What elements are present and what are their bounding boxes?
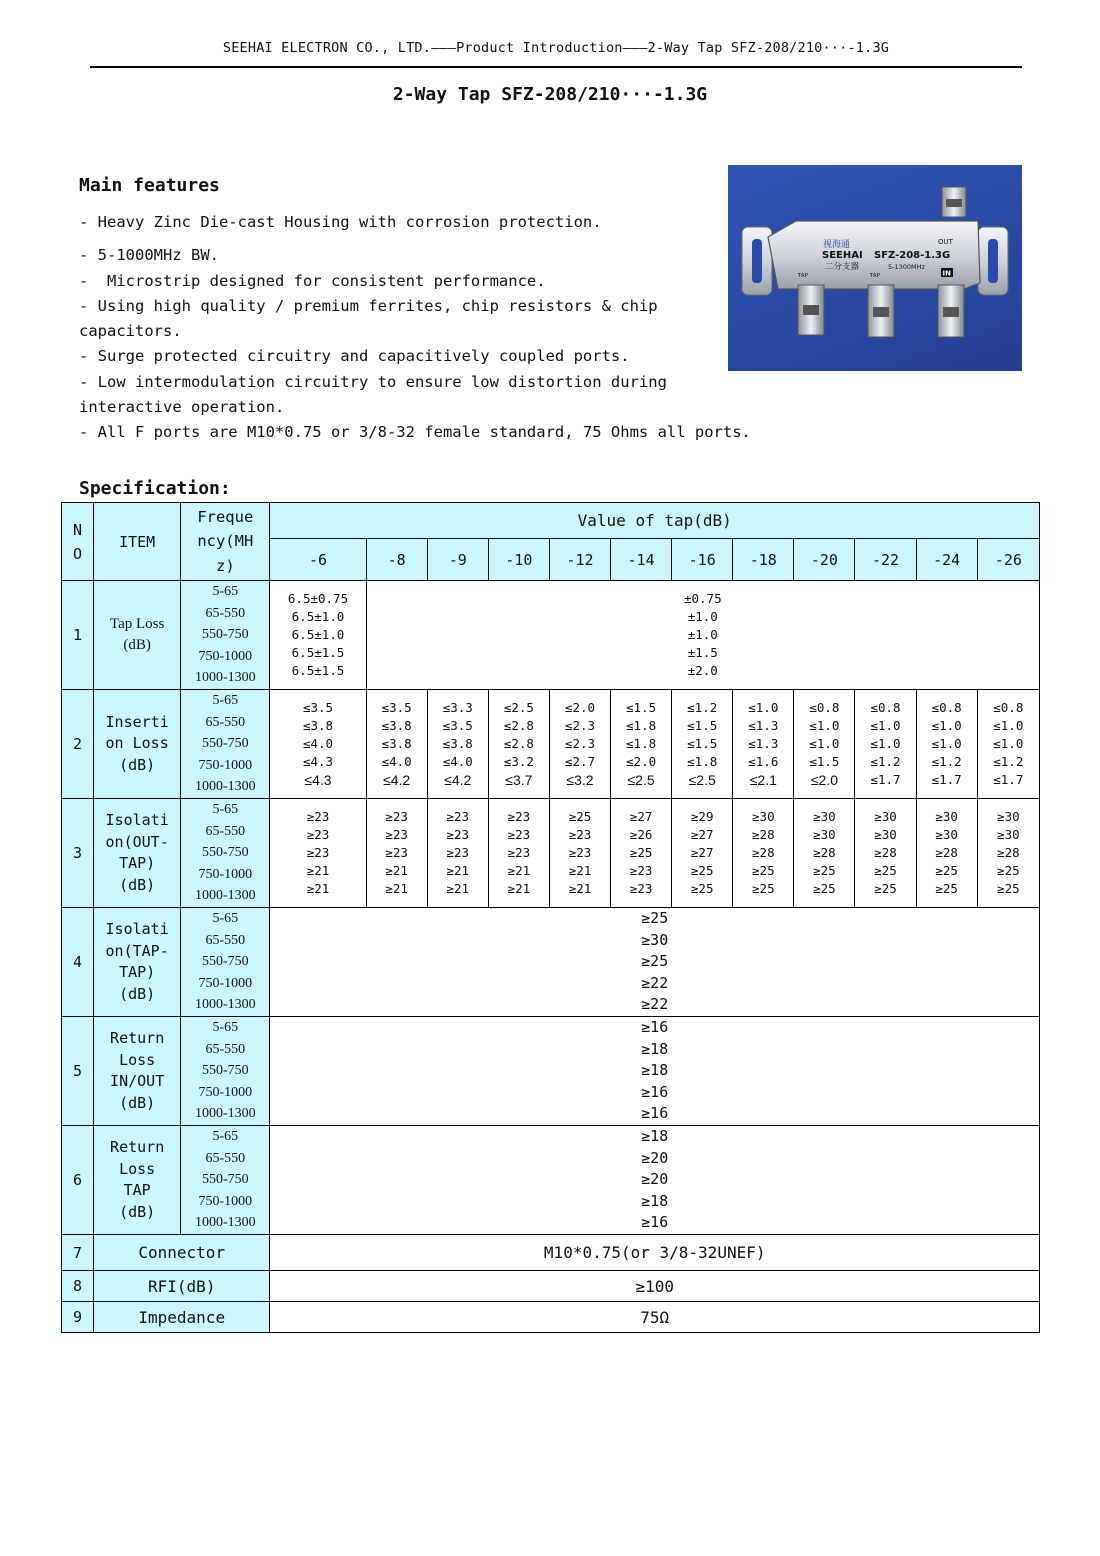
value-cell: 6.5±0.75 6.5±1.0 6.5±1.0 6.5±1.5 6.5±1.5 xyxy=(270,581,366,690)
value-cell: ≤0.8 ≤1.0 ≤1.0 ≤1.2 ≤1.7 xyxy=(916,690,977,799)
tap-header: -22 xyxy=(855,539,916,581)
row-no: 1 xyxy=(62,581,94,690)
row-isolation-tap-tap xyxy=(62,908,1040,1017)
tap-header: -18 xyxy=(733,539,794,581)
tap-header: -14 xyxy=(611,539,672,581)
row-no: 6 xyxy=(62,1126,94,1235)
value-cell: ≥18 ≥20 ≥20 ≥18 ≥16 xyxy=(270,1126,1040,1235)
feature-item: - Low intermodulation circuitry to ensure low distortion during interactive operation. xyxy=(79,372,677,417)
tap-header: -16 xyxy=(672,539,733,581)
frequency-cell: 5-65 65-550 550-750 750-1000 1000-1300 xyxy=(181,1017,270,1126)
header-item: ITEM xyxy=(94,503,181,581)
row-impedance xyxy=(62,1302,1040,1333)
value-cell: ≤3.5 ≤3.8 ≤3.8 ≤4.0 ≤4.2 xyxy=(366,690,427,799)
value-cell: ≥29 ≥27 ≥27 ≥25 ≥25 xyxy=(672,799,733,908)
value-cell: ≥23 ≥23 ≥23 ≥21 ≥21 xyxy=(270,799,366,908)
photo-in-label: IN xyxy=(942,269,951,278)
row-no: 5 xyxy=(62,1017,94,1126)
photo-tap2-label: TAP xyxy=(870,273,881,279)
photo-brand-cn: 视海通 xyxy=(823,240,851,250)
row-return-loss-inout xyxy=(62,1017,1040,1126)
value-cell: ±0.75 ±1.0 ±1.0 ±1.5 ±2.0 xyxy=(366,581,1039,690)
tap-header: -24 xyxy=(916,539,977,581)
tap-header: -26 xyxy=(977,539,1039,581)
value-cell: ≤3.5 ≤3.8 ≤4.0 ≤4.3 ≤4.3 xyxy=(270,690,366,799)
header-divider xyxy=(90,66,1022,68)
photo-tap1-label: TAP xyxy=(798,273,809,279)
feature-item: - Heavy Zinc Die-cast Housing with corrosion protection. xyxy=(79,213,602,231)
value-cell: ≤1.0 ≤1.3 ≤1.3 ≤1.6 ≤2.1 xyxy=(733,690,794,799)
photo-range: 5-1300MHz xyxy=(888,263,925,271)
row-item-label: Return Loss IN/OUT (dB) xyxy=(94,1017,181,1126)
header-frequency: Freque ncy(MH z) xyxy=(181,503,270,581)
value-cell: 75Ω xyxy=(270,1302,1040,1333)
row-item-label: Tap Loss (dB) xyxy=(94,581,181,690)
value-cell: ≤0.8 ≤1.0 ≤1.0 ≤1.2 ≤1.7 xyxy=(855,690,916,799)
row-rfi xyxy=(62,1271,1040,1302)
value-cell: ≥23 ≥23 ≥23 ≥21 ≥21 xyxy=(488,799,549,908)
row-tap-loss xyxy=(62,581,1040,690)
row-no: 9 xyxy=(62,1302,94,1333)
photo-model: SFZ-208-1.3G xyxy=(874,250,951,261)
specification-heading: Specification: xyxy=(79,478,231,499)
row-item-label: Inserti on Loss (dB) xyxy=(94,690,181,799)
specification-table xyxy=(61,502,1040,1333)
row-item-label: Isolati on(OUT- TAP) (dB) xyxy=(94,799,181,908)
value-cell: M10*0.75(or 3/8-32UNEF) xyxy=(270,1235,1040,1271)
value-cell: ≥30 ≥30 ≥28 ≥25 ≥25 xyxy=(855,799,916,908)
row-insertion-loss xyxy=(62,690,1040,799)
value-cell: ≤0.8 ≤1.0 ≤1.0 ≤1.2 ≤1.7 xyxy=(977,690,1039,799)
photo-out-label: OUT xyxy=(938,238,953,246)
value-cell: ≥30 ≥30 ≥28 ≥25 ≥25 xyxy=(916,799,977,908)
tap-header: -20 xyxy=(794,539,855,581)
row-no: 7 xyxy=(62,1235,94,1271)
value-cell: ≤1.2 ≤1.5 ≤1.5 ≤1.8 ≤2.5 xyxy=(672,690,733,799)
frequency-cell: 5-65 65-550 550-750 750-1000 1000-1300 xyxy=(181,908,270,1017)
value-cell: ≤2.5 ≤2.8 ≤2.8 ≤3.2 ≤3.7 xyxy=(488,690,549,799)
value-cell: ≥16 ≥18 ≥18 ≥16 ≥16 xyxy=(270,1017,1040,1126)
value-cell: ≤3.3 ≤3.5 ≤3.8 ≤4.0 ≤4.2 xyxy=(427,690,488,799)
value-cell: ≥30 ≥28 ≥28 ≥25 ≥25 xyxy=(733,799,794,908)
value-cell: ≥30 ≥30 ≥28 ≥25 ≥25 xyxy=(977,799,1039,908)
value-cell: ≥27 ≥26 ≥25 ≥23 ≥23 xyxy=(611,799,672,908)
value-cell: ≤2.0 ≤2.3 ≤2.3 ≤2.7 ≤3.2 xyxy=(549,690,610,799)
row-return-loss-tap xyxy=(62,1126,1040,1235)
value-cell: ≥23 ≥23 ≥23 ≥21 ≥21 xyxy=(366,799,427,908)
page-header: SEEHAI ELECTRON CO., LTD.———Product Introduction———2-Way Tap SFZ-208/210···-1.3G xyxy=(222,40,890,56)
row-item-label: Impedance xyxy=(94,1302,270,1333)
tap-header: -9 xyxy=(427,539,488,581)
document-title: 2-Way Tap SFZ-208/210···-1.3G xyxy=(392,84,708,105)
frequency-cell: 5-65 65-550 550-750 750-1000 1000-1300 xyxy=(181,581,270,690)
row-no: 3 xyxy=(62,799,94,908)
feature-item: - 5-1000MHz BW. xyxy=(79,246,219,265)
tap-header: -10 xyxy=(488,539,549,581)
frequency-cell: 5-65 65-550 550-750 750-1000 1000-1300 xyxy=(181,799,270,908)
value-cell: ≥25 ≥23 ≥23 ≥21 ≥21 xyxy=(549,799,610,908)
tap-header: -8 xyxy=(366,539,427,581)
value-cell: ≤0.8 ≤1.0 ≤1.0 ≤1.5 ≤2.0 xyxy=(794,690,855,799)
row-connector xyxy=(62,1235,1040,1271)
row-item-label: Return Loss TAP (dB) xyxy=(94,1126,181,1235)
product-photo xyxy=(728,165,1022,371)
tap-header: -6 xyxy=(270,539,366,581)
feature-item: - All F ports are M10*0.75 or 3/8-32 female standard, 75 Ohms all ports. xyxy=(79,423,751,442)
feature-item: - Microstrip designed for consistent performance. xyxy=(79,271,546,290)
row-item-label: RFI(dB) xyxy=(94,1271,270,1302)
row-item-label: Connector xyxy=(94,1235,270,1271)
header-value-of-tap: Value of tap(dB) xyxy=(270,503,1040,539)
row-no: 8 xyxy=(62,1271,94,1302)
row-isolation-out-tap xyxy=(62,799,1040,908)
feature-item: - Surge protected circuitry and capacitively coupled ports. xyxy=(79,347,630,366)
features-heading: Main features xyxy=(79,175,220,196)
value-cell: ≥23 ≥23 ≥23 ≥21 ≥21 xyxy=(427,799,488,908)
value-cell: ≥100 xyxy=(270,1271,1040,1302)
row-no: 2 xyxy=(62,690,94,799)
feature-item: - Using high quality / premium ferrites, chip resistors & chip capacitors. xyxy=(79,296,667,341)
photo-desc-cn: 二分支器 xyxy=(825,262,860,272)
value-cell: ≤1.5 ≤1.8 ≤1.8 ≤2.0 ≤2.5 xyxy=(611,690,672,799)
frequency-cell: 5-65 65-550 550-750 750-1000 1000-1300 xyxy=(181,690,270,799)
photo-brand: SEEHAI xyxy=(822,250,863,261)
features-list xyxy=(79,210,779,446)
row-no: 4 xyxy=(62,908,94,1017)
header-no: N O xyxy=(62,503,94,581)
frequency-cell: 5-65 65-550 550-750 750-1000 1000-1300 xyxy=(181,1126,270,1235)
value-cell: ≥30 ≥30 ≥28 ≥25 ≥25 xyxy=(794,799,855,908)
row-item-label: Isolati on(TAP- TAP) (dB) xyxy=(94,908,181,1017)
tap-header: -12 xyxy=(549,539,610,581)
value-cell: ≥25 ≥30 ≥25 ≥22 ≥22 xyxy=(270,908,1040,1017)
